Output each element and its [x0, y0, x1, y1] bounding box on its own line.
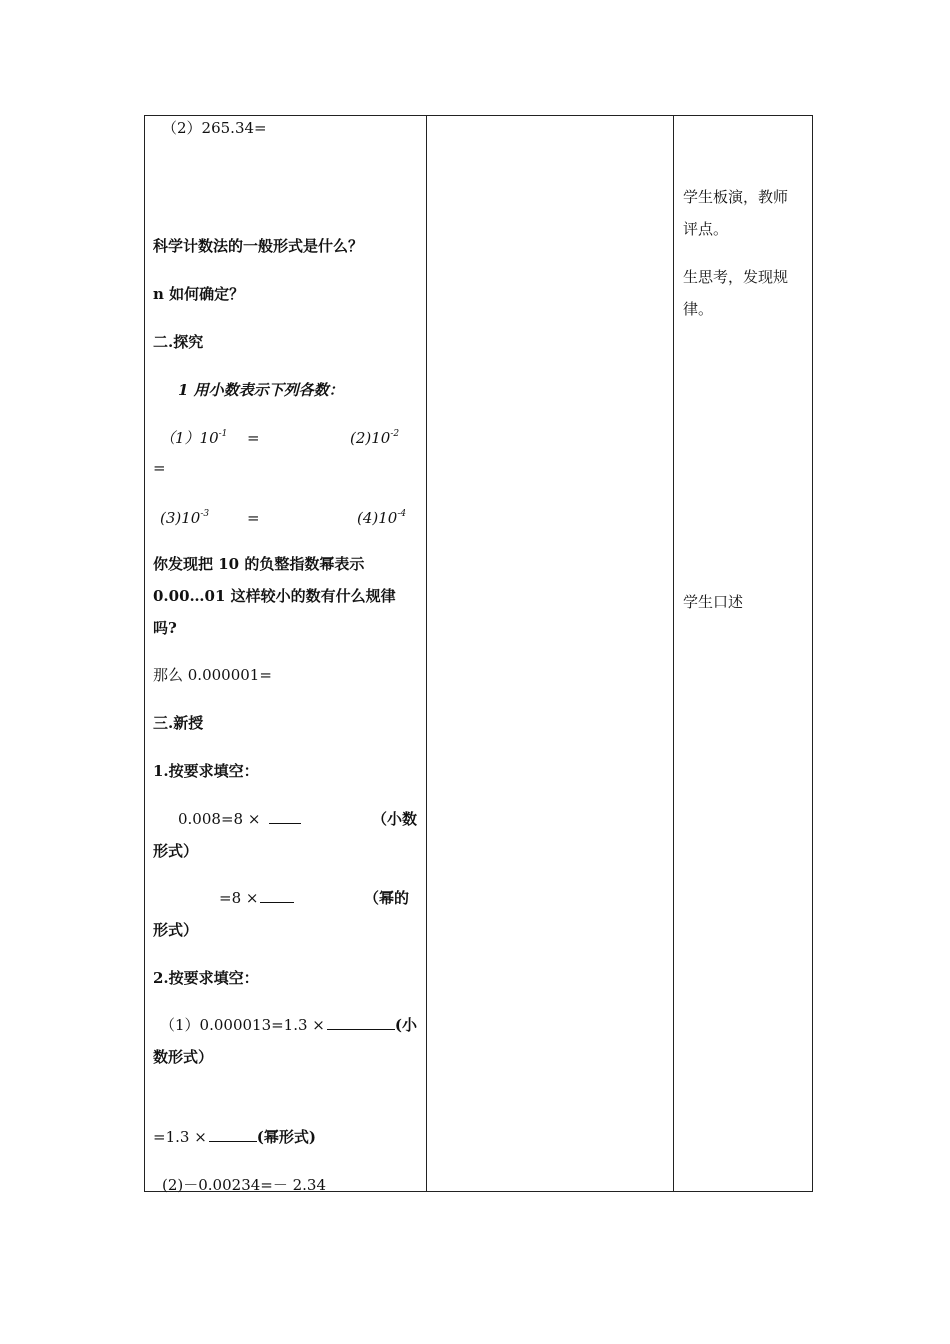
blank-line [327, 1015, 395, 1030]
discover-line-3: 吗? [153, 619, 177, 637]
fill-2-a-note-2: 数形式） [153, 1048, 214, 1066]
fill-expression: 0.008=8 × [178, 810, 261, 828]
fill-1-b [219, 887, 294, 909]
fill-expression: =8 × [219, 889, 259, 907]
exercise-1-item-2 [350, 427, 399, 449]
exercise-1-item-1-eq: = [247, 429, 260, 447]
note-2-line-1: 生思考，发现规 [683, 268, 789, 286]
fill-1-title: 1.按要求填空： [153, 762, 259, 780]
item-base: （1）10 [160, 429, 219, 447]
exercise-1-item-3 [160, 507, 209, 529]
fill-expression: =1.3 × [153, 1128, 207, 1146]
exercise-1-item-4 [357, 507, 406, 529]
blank-line [269, 809, 301, 824]
fill-2-b [153, 1126, 316, 1148]
section-explore-heading: 二.探究 [153, 333, 204, 351]
fill-2-a [160, 1014, 417, 1036]
item-exponent: -2 [390, 429, 400, 439]
fill-1-a [178, 808, 301, 830]
item-exponent: -1 [218, 429, 228, 439]
fill-1-a-note-2: 形式） [153, 842, 199, 860]
item-exponent: -3 [200, 509, 210, 519]
question-general-form: 科学计数法的一般形式是什么？ [153, 237, 364, 255]
fill-1-b-note: （幂的 [364, 889, 410, 907]
fill-1-a-note: （小数 [372, 810, 418, 828]
item-base: (3)10 [160, 509, 201, 527]
fill-2-title: 2.按要求填空： [153, 969, 259, 987]
note-3: 学生口述 [683, 593, 744, 611]
item-base: (4)10 [357, 509, 398, 527]
fill-note: (幂形式) [256, 1128, 316, 1146]
note-1-line-2: 评点。 [683, 220, 729, 238]
exercise-1-item-3-eq: = [247, 509, 260, 527]
blank-line [209, 1127, 257, 1142]
column-divider [426, 116, 427, 1191]
discover-line-2: 0.00…01 这样较小的数有什么规律 [153, 587, 396, 605]
note-2-line-2: 律。 [683, 300, 714, 318]
fill-note: (小 [394, 1016, 417, 1034]
exercise-1-title: 1 用小数表示下列各数： [178, 381, 344, 399]
item-base: (2)10 [350, 429, 391, 447]
then-question: 那么 0.000001= [153, 666, 272, 684]
note-1-line-1: 学生板演，教师 [683, 188, 789, 206]
column-divider [673, 116, 674, 1191]
question-2: （2）265.34= [162, 119, 267, 137]
fill-expression: （1）0.000013=1.3 × [160, 1016, 325, 1034]
fill-1-b-note-2: 形式） [153, 921, 199, 939]
exercise-1-item-1 [160, 427, 227, 449]
discover-line-1: 你发现把 10 的负整指数幂表示 [153, 555, 365, 573]
blank-line [260, 888, 294, 903]
fill-2-c: (2)－0.00234=－ 2.34 [162, 1176, 327, 1194]
item-exponent: -4 [397, 509, 407, 519]
section-new-heading: 三.新授 [153, 714, 204, 732]
exercise-1-item-2-eq: = [153, 459, 166, 477]
question-n: n 如何确定？ [153, 285, 245, 303]
